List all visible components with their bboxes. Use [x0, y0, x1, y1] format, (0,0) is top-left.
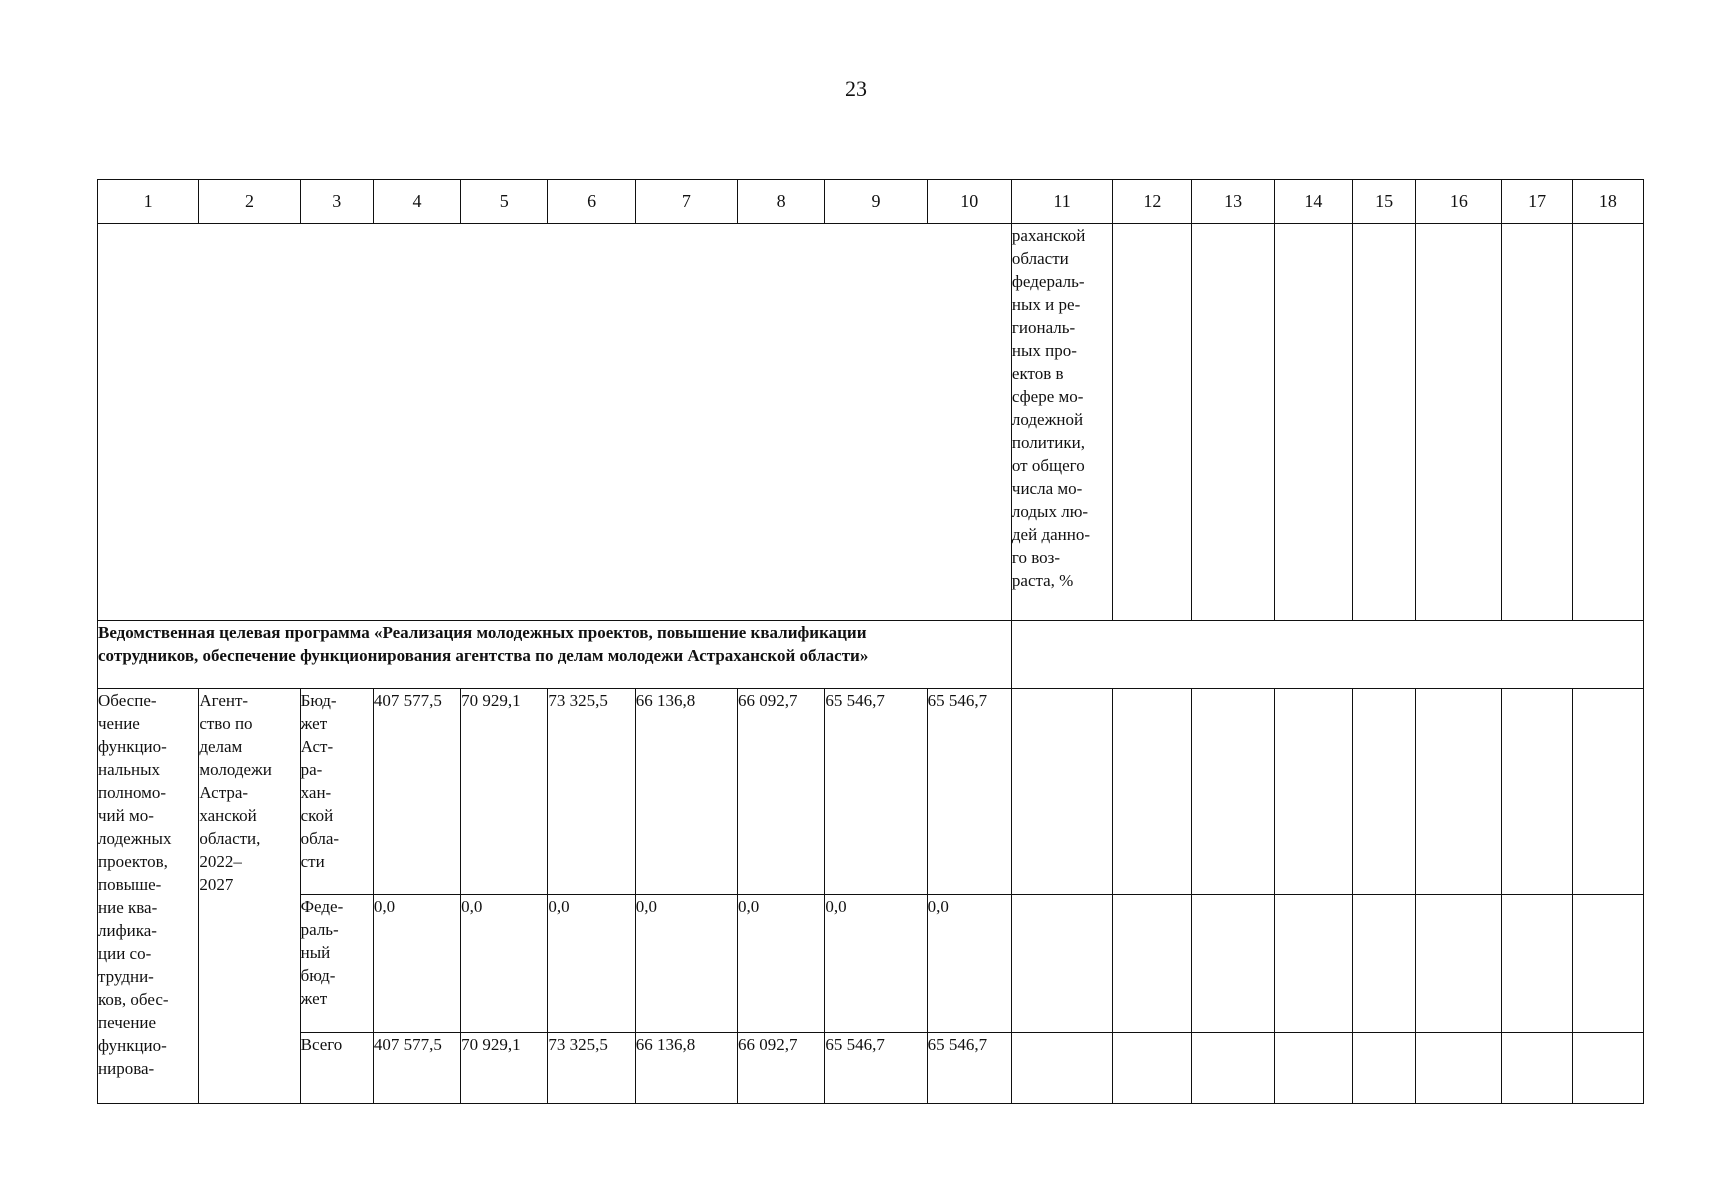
column-number-5: 5 — [461, 180, 548, 224]
page-number: 23 — [845, 76, 867, 101]
empty-cell — [1011, 621, 1643, 689]
amount-cell: 73 325,5 — [548, 689, 635, 895]
indicator-line: раста, % — [1011, 571, 1074, 590]
column-number-1: 1 — [98, 180, 199, 224]
amount-cell: 0,0 — [635, 895, 737, 1033]
column-number-4: 4 — [373, 180, 460, 224]
empty-cell — [1113, 895, 1192, 1033]
empty-cell — [1274, 895, 1352, 1033]
empty-cell — [1416, 1033, 1502, 1104]
indicator-line: ных и ре- — [1011, 295, 1081, 314]
indicator-line: дей данно- — [1011, 525, 1090, 544]
funding-source-line: жет — [300, 714, 328, 733]
indicator-line: ных про- — [1011, 341, 1077, 360]
measure-line: функцио- — [98, 737, 167, 756]
measure-line: трудни- — [98, 967, 154, 986]
column-number-9: 9 — [825, 180, 927, 224]
measure-line: лифика- — [98, 921, 157, 940]
budget-row-total — [98, 1033, 1644, 1104]
measure-line: чение — [98, 714, 140, 733]
empty-cell — [1113, 1033, 1192, 1104]
amount-cell: 66 136,8 — [635, 689, 737, 895]
column-number-6: 6 — [548, 180, 635, 224]
measure-line: повыше- — [98, 875, 162, 894]
column-number-14: 14 — [1274, 180, 1352, 224]
funding-source-cell — [300, 1033, 373, 1104]
measure-line: Обеспе- — [98, 691, 157, 710]
amount-cell: 65 546,7 — [825, 689, 927, 895]
budget-row-regional — [98, 689, 1644, 895]
amount-cell: 66 092,7 — [738, 689, 825, 895]
program-table — [97, 179, 1644, 1104]
empty-cell — [1274, 1033, 1352, 1104]
empty-continuation-cell — [98, 224, 1012, 621]
executor-line: ство по — [199, 714, 253, 733]
amount-cell: 70 929,1 — [461, 1033, 548, 1104]
measure-line: ние ква- — [98, 898, 158, 917]
program-title — [98, 621, 1012, 689]
funding-source-line: хан- — [300, 783, 332, 802]
indicator-line: сфере мо- — [1011, 387, 1084, 406]
empty-cell — [1416, 689, 1502, 895]
empty-cell — [1274, 224, 1352, 621]
indicator-line: лодежной — [1011, 410, 1084, 429]
column-number-8: 8 — [738, 180, 825, 224]
measure-line: полномо- — [98, 783, 167, 802]
amount-cell: 0,0 — [738, 895, 825, 1033]
empty-cell — [1192, 224, 1274, 621]
column-number-2: 2 — [199, 180, 300, 224]
amount-cell: 66 136,8 — [635, 1033, 737, 1104]
empty-cell — [1502, 224, 1572, 621]
indicator-line: области — [1011, 249, 1069, 268]
indicator-continuation-cell — [1011, 224, 1112, 621]
indicator-line: гиональ- — [1011, 318, 1076, 337]
measure-line: ции со- — [98, 944, 152, 963]
indicator-line: раханской — [1011, 226, 1086, 245]
empty-cell — [1011, 1033, 1112, 1104]
empty-cell — [1352, 895, 1415, 1033]
funding-source-line: Всего — [300, 1035, 343, 1054]
column-number-10: 10 — [927, 180, 1011, 224]
executor-line: 2022– — [199, 852, 242, 871]
header-row — [98, 180, 1644, 224]
program-title-line: сотрудников, обеспечение функционирования агентства по делам молодежи Астраханской области» — [98, 646, 869, 665]
measure-line: нальных — [98, 760, 161, 779]
column-number-17: 17 — [1502, 180, 1572, 224]
funding-source-line: Бюд- — [300, 691, 337, 710]
empty-cell — [1572, 1033, 1643, 1104]
budget-row-federal — [98, 895, 1644, 1033]
empty-cell — [1572, 224, 1643, 621]
funding-source-line: ской — [300, 806, 334, 825]
column-number-15: 15 — [1352, 180, 1415, 224]
amount-cell: 0,0 — [927, 895, 1011, 1033]
amount-cell: 65 546,7 — [927, 1033, 1011, 1104]
measure-line: функцио- — [98, 1036, 167, 1055]
indicator-line: федераль- — [1011, 272, 1085, 291]
column-number-12: 12 — [1113, 180, 1192, 224]
indicator-line: ектов в — [1011, 364, 1064, 383]
empty-cell — [1352, 689, 1415, 895]
measure-line: ков, обес- — [98, 990, 169, 1009]
amount-cell: 70 929,1 — [461, 689, 548, 895]
executor-text — [199, 689, 299, 896]
executor-line: Агент- — [199, 691, 249, 710]
measure-line: нирова- — [98, 1059, 155, 1078]
empty-cell — [1352, 1033, 1415, 1104]
continuation-row — [98, 224, 1644, 621]
measure-line: проектов, — [98, 852, 168, 871]
measure-text — [98, 689, 198, 1080]
executor-line: делам — [199, 737, 243, 756]
column-number-7: 7 — [635, 180, 737, 224]
empty-cell — [1502, 1033, 1572, 1104]
program-title-line: Ведомственная целевая программа «Реализация молодежных проектов, повышение квалификации — [98, 623, 867, 642]
empty-cell — [1192, 1033, 1274, 1104]
indicator-line: числа мо- — [1011, 479, 1083, 498]
amount-cell: 65 546,7 — [825, 1033, 927, 1104]
empty-cell — [1572, 689, 1643, 895]
funding-source-cell — [300, 689, 373, 895]
column-number-11: 11 — [1011, 180, 1112, 224]
funding-source-line: жет — [300, 989, 328, 1008]
funding-source-line: Аст- — [300, 737, 334, 756]
indicator-line: го воз- — [1011, 548, 1060, 567]
empty-cell — [1502, 895, 1572, 1033]
funding-source-line: ный — [300, 943, 331, 962]
column-number-13: 13 — [1192, 180, 1274, 224]
funding-source-line: раль- — [300, 920, 339, 939]
measure-line: лодежных — [98, 829, 172, 848]
executor-line: 2027 — [199, 875, 234, 894]
executor-line: Астра- — [199, 783, 249, 802]
executor-cell — [199, 689, 300, 1104]
amount-cell: 66 092,7 — [738, 1033, 825, 1104]
empty-cell — [1416, 895, 1502, 1033]
empty-cell — [1572, 895, 1643, 1033]
amount-cell: 73 325,5 — [548, 1033, 635, 1104]
empty-cell — [1352, 224, 1415, 621]
indicator-line: от общего — [1011, 456, 1085, 475]
funding-source-line: ра- — [300, 760, 323, 779]
empty-cell — [1113, 689, 1192, 895]
measure-line: печение — [98, 1013, 157, 1032]
empty-cell — [1113, 224, 1192, 621]
column-number-18: 18 — [1572, 180, 1643, 224]
amount-cell: 0,0 — [548, 895, 635, 1033]
empty-cell — [1192, 895, 1274, 1033]
empty-cell — [1011, 689, 1112, 895]
funding-source-cell — [300, 895, 373, 1033]
funding-source-line: Феде- — [300, 897, 344, 916]
amount-cell: 407 577,5 — [373, 689, 460, 895]
amount-cell: 0,0 — [373, 895, 460, 1033]
indicator-line: лодых лю- — [1011, 502, 1089, 521]
amount-cell: 65 546,7 — [927, 689, 1011, 895]
empty-cell — [1502, 689, 1572, 895]
measure-line: чий мо- — [98, 806, 154, 825]
executor-line: области, — [199, 829, 261, 848]
empty-cell — [1192, 689, 1274, 895]
empty-cell — [1011, 895, 1112, 1033]
funding-source-line: сти — [300, 852, 325, 871]
column-number-16: 16 — [1416, 180, 1502, 224]
funding-source-line: обла- — [300, 829, 340, 848]
program-title-row — [98, 621, 1644, 689]
empty-cell — [1274, 689, 1352, 895]
empty-cell — [1416, 224, 1502, 621]
amount-cell: 407 577,5 — [373, 1033, 460, 1104]
indicator-text — [1012, 224, 1112, 592]
executor-line: ханской — [199, 806, 257, 825]
executor-line: молодежи — [199, 760, 272, 779]
amount-cell: 0,0 — [461, 895, 548, 1033]
column-number-3: 3 — [300, 180, 373, 224]
measure-cell — [98, 689, 199, 1104]
amount-cell: 0,0 — [825, 895, 927, 1033]
funding-source-line: бюд- — [300, 966, 336, 985]
indicator-line: политики, — [1011, 433, 1085, 452]
